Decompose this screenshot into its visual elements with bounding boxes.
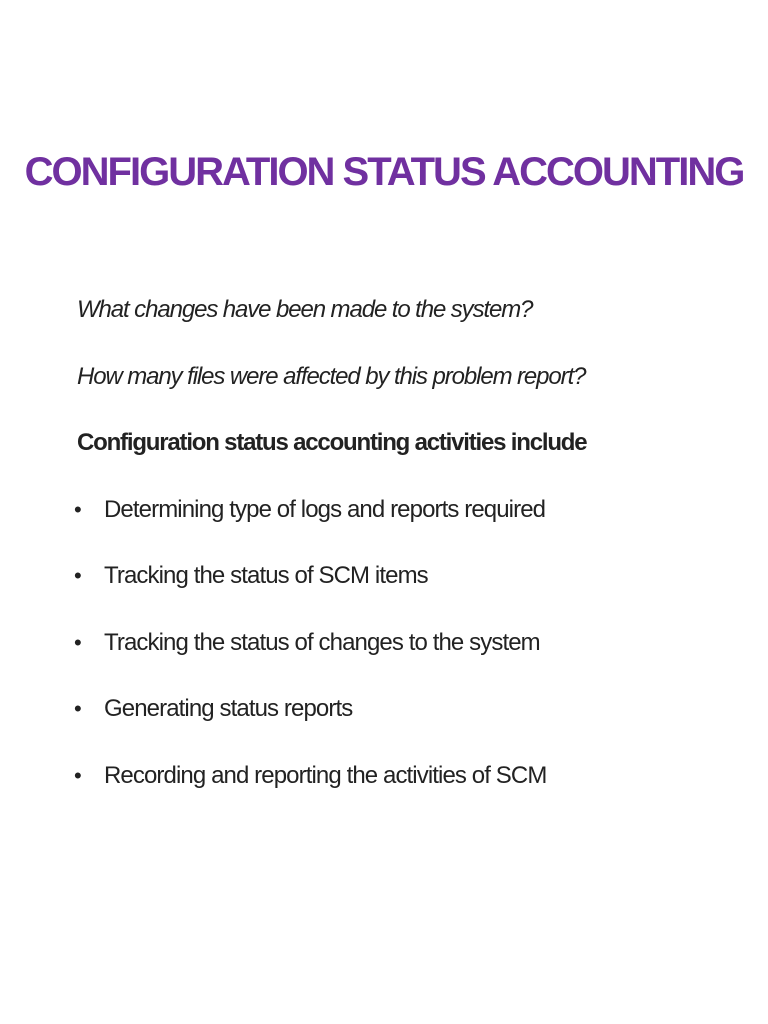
list-item (74, 490, 757, 557)
bullet-icon: • (74, 696, 81, 721)
slide-content (74, 290, 757, 822)
list-item-text: Recording and reporting the activities of SCM (104, 761, 547, 789)
bullet-icon: • (74, 563, 81, 588)
activities-heading: Configuration status accounting activities include (77, 429, 587, 456)
list-item-text: Tracking the status of SCM items (104, 562, 428, 589)
list-item-text: Generating status reports (104, 695, 353, 722)
list-item-text: Tracking the status of changes to the system (104, 628, 540, 656)
bullet-icon: • (74, 496, 81, 522)
list-item (74, 623, 757, 690)
list-item (74, 689, 757, 756)
list-item (74, 756, 757, 823)
list-item-text: Determining type of logs and reports required (104, 495, 546, 523)
activities-list (74, 490, 757, 823)
slide-title: CONFIGURATION STATUS ACCOUNTING (24, 150, 744, 194)
bullet-icon: • (74, 629, 81, 655)
question-line: What changes have been made to the system? (77, 296, 533, 323)
bullet-icon: • (74, 762, 81, 788)
list-item (74, 556, 757, 623)
question-line: How many files were affected by this problem report? (77, 362, 586, 390)
